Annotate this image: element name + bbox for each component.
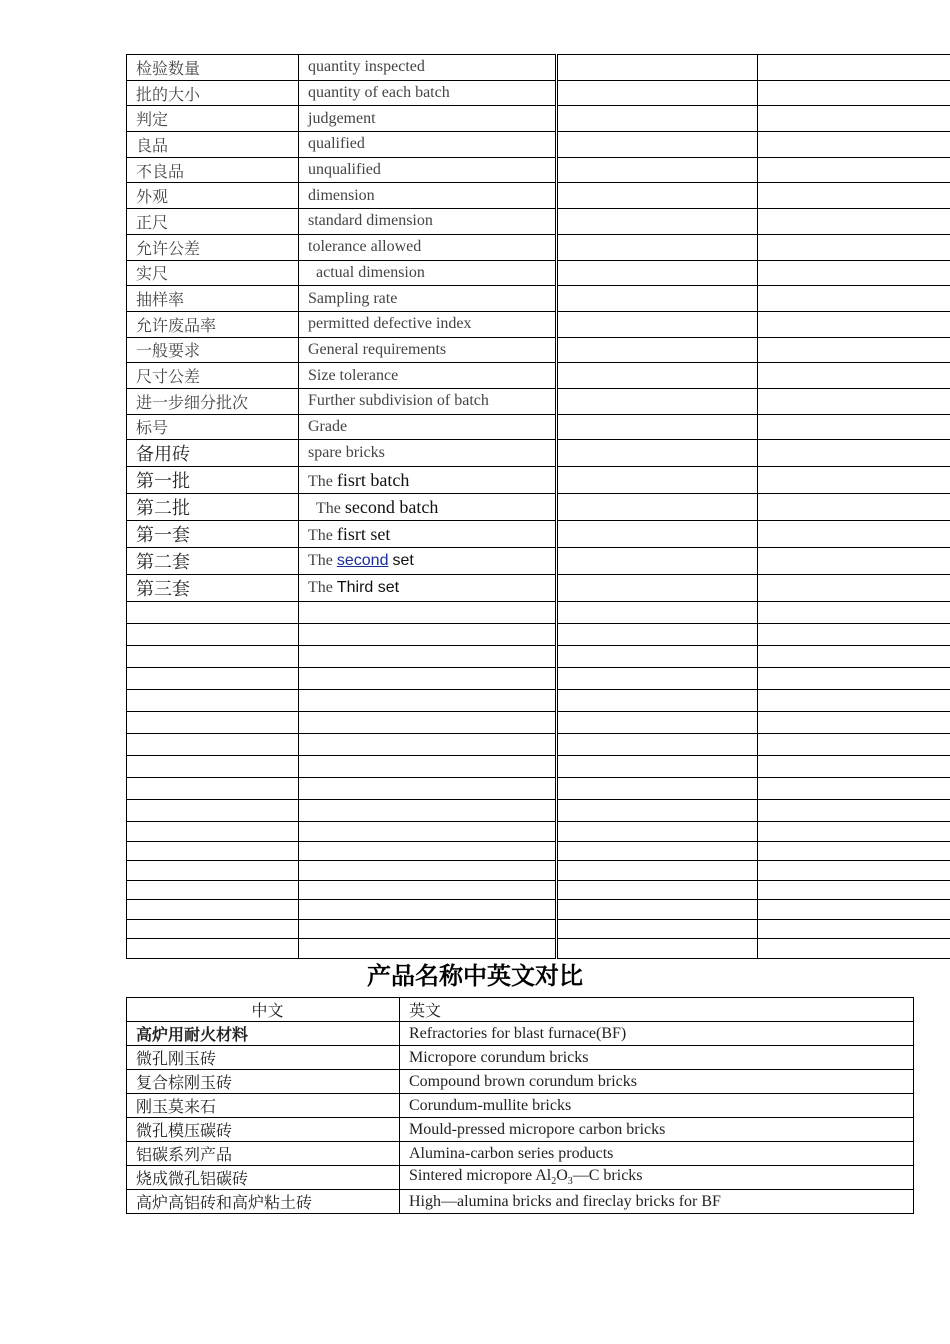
glossary-en-cell: Further subdivision of batch [299, 388, 557, 414]
section-title: 产品名称中英文对比 [367, 962, 583, 990]
glossary-en-cell: Sampling rate [299, 286, 557, 312]
empty-cell [557, 209, 758, 235]
empty-row [127, 756, 950, 778]
product-zh-cell: 高炉高铝砖和高炉粘土砖 [127, 1190, 400, 1214]
glossary-en-rest: set [392, 552, 414, 570]
empty-row [127, 668, 950, 690]
empty-cell [758, 260, 950, 286]
product-en-cell: Refractories for blast furnace(BF) [400, 1022, 914, 1046]
empty-cell [758, 467, 950, 494]
table-row [127, 1094, 914, 1118]
glossary-en-cell: tolerance allowed [299, 234, 557, 260]
glossary-en-the: The [308, 579, 333, 597]
empty-row [127, 800, 950, 822]
glossary-zh-cell: 第一批 [127, 467, 299, 494]
empty-cell [557, 80, 758, 106]
empty-cell [557, 311, 758, 337]
empty-row [127, 861, 950, 881]
empty-cell [557, 363, 758, 389]
table-row [127, 1118, 914, 1142]
glossary-en-rest: Third set [336, 579, 400, 597]
empty-cell [557, 414, 758, 440]
empty-cell [557, 132, 758, 158]
glossary-en-cell: qualified [299, 132, 557, 158]
glossary-zh-cell: 一般要求 [127, 337, 299, 363]
empty-cell [557, 440, 758, 467]
empty-cell [758, 132, 950, 158]
glossary-en-cell: quantity inspected [299, 55, 557, 81]
glossary-en-rest: fisrt batch [336, 469, 410, 490]
formula-mid: O [556, 1167, 568, 1185]
product-zh-cell: 刚玉莫来石 [127, 1094, 400, 1118]
empty-cell [557, 575, 758, 602]
empty-cell [758, 183, 950, 209]
empty-row [127, 880, 950, 900]
empty-cell [557, 521, 758, 548]
glossary-en-cell: dimension [299, 183, 557, 209]
empty-cell [758, 440, 950, 467]
product-zh-cell: 微孔模压碳砖 [127, 1118, 400, 1142]
glossary-en-cell: standard dimension [299, 209, 557, 235]
empty-row [127, 919, 950, 939]
glossary-zh-cell: 第二套 [127, 548, 299, 575]
empty-cell [557, 548, 758, 575]
table-row [127, 1142, 914, 1166]
product-en-cell: High—alumina bricks and fireclay bricks for BF [400, 1190, 914, 1214]
glossary-zh-cell: 允许公差 [127, 234, 299, 260]
formula-sub: 3 [567, 1176, 573, 1188]
product-en-cell: Alumina-carbon series products [400, 1142, 914, 1166]
table-row [127, 1070, 914, 1094]
empty-cell [557, 157, 758, 183]
glossary-zh-cell: 良品 [127, 132, 299, 158]
glossary-zh-cell: 不良品 [127, 157, 299, 183]
glossary-en-cell: unqualified [299, 157, 557, 183]
glossary-en-the: The [308, 552, 333, 570]
empty-row [127, 624, 950, 646]
glossary-en-cell: judgement [299, 106, 557, 132]
glossary-zh-cell: 第二批 [127, 494, 299, 521]
glossary-en-cell [299, 548, 557, 575]
product-zh-cell: 复合棕刚玉砖 [127, 1070, 400, 1094]
glossary-en-cell [299, 467, 557, 494]
glossary-zh-cell: 尺寸公差 [127, 363, 299, 389]
empty-cell [758, 209, 950, 235]
glossary-zh-cell: 允许废品率 [127, 311, 299, 337]
empty-cell [758, 106, 950, 132]
product-en-cell: Compound brown corundum bricks [400, 1070, 914, 1094]
empty-row [127, 646, 950, 668]
header-en: 英文 [400, 998, 914, 1022]
formula-pre: Sintered micropore Al [409, 1167, 552, 1185]
empty-row [127, 822, 950, 842]
glossary-zh-cell: 进一步细分批次 [127, 388, 299, 414]
product-en-cell [400, 1166, 914, 1190]
glossary-en-cell [299, 494, 557, 521]
empty-cell [758, 414, 950, 440]
table-row [127, 1166, 914, 1190]
table-row [127, 1046, 914, 1070]
empty-cell [557, 494, 758, 521]
glossary-en-rest: second batch [344, 496, 439, 517]
table-row [127, 1190, 914, 1214]
glossary-en-the: The [316, 499, 341, 517]
empty-cell [758, 311, 950, 337]
empty-row [127, 841, 950, 861]
empty-row [127, 734, 950, 756]
product-zh-cell: 高炉用耐火材料 [127, 1022, 400, 1046]
glossary-en-cell: Size tolerance [299, 363, 557, 389]
empty-row [127, 778, 950, 800]
empty-cell [758, 494, 950, 521]
table-row [127, 1022, 914, 1046]
empty-cell [557, 260, 758, 286]
header-zh: 中文 [127, 998, 400, 1022]
glossary-zh-cell: 实尺 [127, 260, 299, 286]
empty-row [127, 690, 950, 712]
empty-cell [758, 363, 950, 389]
empty-cell [557, 337, 758, 363]
glossary-zh-cell: 标号 [127, 414, 299, 440]
glossary-zh-cell: 第一套 [127, 521, 299, 548]
empty-row [127, 712, 950, 734]
glossary-en-cell [299, 575, 557, 602]
empty-cell [758, 234, 950, 260]
glossary-zh-cell: 检验数量 [127, 55, 299, 81]
empty-row [127, 602, 950, 624]
glossary-en-rest: fisrt set [336, 523, 391, 544]
glossary-en-cell: General requirements [299, 337, 557, 363]
empty-cell [758, 337, 950, 363]
empty-cell [557, 286, 758, 312]
empty-cell [557, 106, 758, 132]
glossary-en-cell: Grade [299, 414, 557, 440]
product-zh-cell: 铝碳系列产品 [127, 1142, 400, 1166]
table-header-row [127, 998, 914, 1022]
empty-cell [758, 157, 950, 183]
product-en-cell: Mould-pressed micropore carbon bricks [400, 1118, 914, 1142]
empty-cell [758, 388, 950, 414]
product-zh-cell: 烧成微孔铝碳砖 [127, 1166, 400, 1190]
empty-cell [758, 548, 950, 575]
glossary-en-cell: spare bricks [299, 440, 557, 467]
glossary-zh-cell: 正尺 [127, 209, 299, 235]
product-zh-cell: 微孔刚玉砖 [127, 1046, 400, 1070]
empty-cell [758, 575, 950, 602]
glossary-en-cell: quantity of each batch [299, 80, 557, 106]
empty-cell [557, 467, 758, 494]
products-table [126, 997, 914, 1214]
glossary-en-link[interactable]: second [336, 552, 389, 570]
empty-row [127, 900, 950, 920]
glossary-en-cell [299, 260, 557, 286]
glossary-zh-cell: 第三套 [127, 575, 299, 602]
empty-cell [557, 388, 758, 414]
formula-post: —C bricks [572, 1167, 643, 1185]
empty-cell [557, 234, 758, 260]
empty-cell [758, 55, 950, 81]
empty-cell [758, 80, 950, 106]
product-en-cell: Micropore corundum bricks [400, 1046, 914, 1070]
glossary-zh-cell: 抽样率 [127, 286, 299, 312]
formula-sub: 2 [551, 1176, 557, 1188]
glossary-en-the: The [308, 526, 333, 544]
glossary-zh-cell: 判定 [127, 106, 299, 132]
glossary-zh-cell: 备用砖 [127, 440, 299, 467]
glossary-en-the: The [308, 472, 333, 490]
glossary-en-cell [299, 521, 557, 548]
empty-cell [758, 521, 950, 548]
empty-cell [758, 286, 950, 312]
glossary-table [126, 54, 950, 959]
glossary-zh-cell: 外观 [127, 183, 299, 209]
glossary-en-text: actual dimension [316, 263, 425, 281]
empty-cell [557, 183, 758, 209]
empty-cell [557, 55, 758, 81]
glossary-zh-cell: 批的大小 [127, 80, 299, 106]
product-en-cell: Corundum-mullite bricks [400, 1094, 914, 1118]
glossary-en-cell: permitted defective index [299, 311, 557, 337]
